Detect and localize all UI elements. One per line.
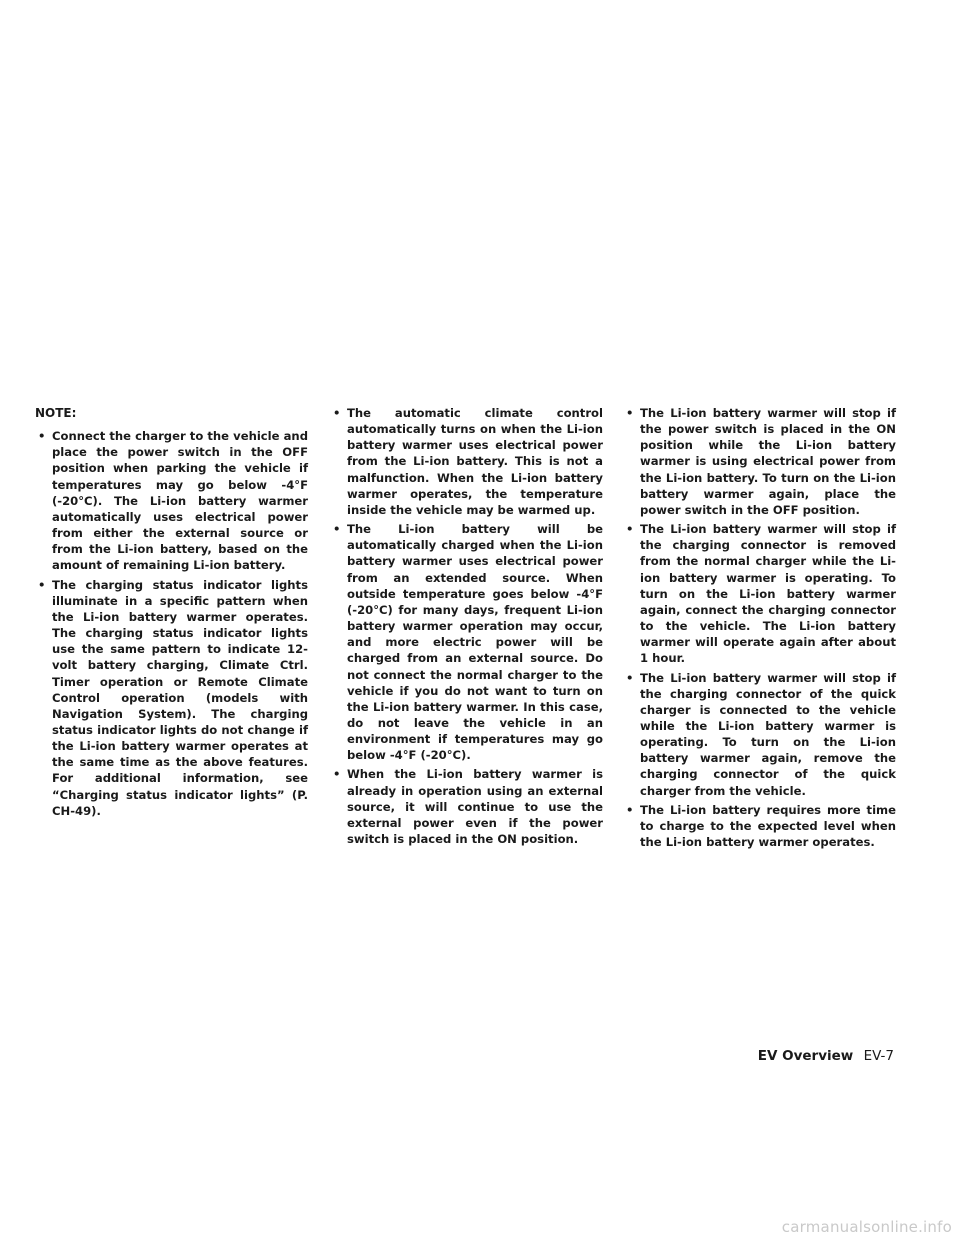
bullet-list [330, 405, 603, 847]
bullet-item [623, 670, 896, 799]
bullet-text: The Li-ion battery warmer will stop if the power switch is placed in the ON position while the Li-ion battery warmer is using electrical power from the Li-ion battery. To turn on the Li-ion battery warmer again, place the power switch in the OFF position. [640, 406, 896, 517]
footer-section-title: EV Overview [757, 1048, 854, 1064]
bullet-icon: • [38, 577, 46, 592]
bullet-item [623, 802, 896, 850]
bullet-icon: • [626, 670, 634, 685]
watermark[interactable]: carmanualsonline.info [781, 1218, 952, 1236]
bullet-icon: • [38, 429, 46, 444]
page-footer [758, 1048, 894, 1064]
bullet-text: The Li-ion battery warmer will stop if the charging connector of the quick charger is connected to the vehicle while the Li-ion battery warmer is operating. To turn on the Li-ion battery warmer again, remove the charging connector of the quick charger from the vehicle. [640, 670, 896, 798]
bullet-icon: • [626, 802, 634, 817]
bullet-icon: • [626, 406, 634, 420]
bullet-text: The Li-ion battery warmer will stop if the charging connector is removed from the normal charger while the Li-ion battery warmer is operating. To turn on the Li-ion battery warmer again, connect the charging connector to the vehicle. The Li-ion battery warmer will operate again after about 1 hour. [640, 522, 896, 666]
bullet-list [35, 428, 308, 819]
bullet-item [35, 577, 308, 819]
bullet-icon: • [333, 406, 341, 420]
bullet-item [330, 405, 603, 518]
column-3 [623, 405, 896, 853]
column-1 [35, 405, 308, 822]
bullet-text: When the Li-ion battery warmer is already in operation using an external source, it will continue to use the external power even if the power switch is placed in the ON position. [347, 767, 603, 847]
bullet-text: The automatic climate control automatically turns on when the Li-ion battery warmer uses electrical power from the Li-ion battery. This is not a malfunction. When the Li-ion battery warmer operates, the temperature inside the vehicle may be warmed up. [347, 406, 603, 517]
bullet-item [330, 521, 603, 763]
bullet-text: The Li-ion battery requires more time to charge to the expected level when the Li-ion battery warmer operates. [640, 802, 896, 850]
bullet-text: Connect the charger to the vehicle and place the power switch in the OFF position when parking the vehicle if temperatures may go below -4°F (-20°C). The Li-ion battery warmer automatically uses electrical power from either the external source or from the Li-ion battery, based on the amount of remaining Li-ion battery. [52, 429, 308, 573]
bullet-list [623, 405, 896, 850]
bullet-item [623, 521, 896, 666]
note-heading: NOTE: [35, 406, 77, 420]
bullet-icon: • [626, 522, 634, 537]
bullet-icon: • [333, 767, 341, 782]
page-number: EV-7 [863, 1048, 894, 1064]
bullet-text: The charging status indicator lights illuminate in a specific pattern when the Li-ion battery warmer operates. The charging status indicator lights use the same pattern to indicate 12-volt battery charging, Climate Ctrl. Timer operation or Remote Climate Control operation (models with Navigation System). The charging status indicator lights do not change if the Li-ion battery warmer operates at the same time as the above features. For additional information, see “Charging status indicator lights” (P. CH-49). [52, 577, 308, 818]
bullet-icon: • [333, 522, 341, 537]
column-2 [330, 405, 603, 850]
bullet-item [35, 428, 308, 573]
bullet-text: The Li-ion battery will be automatically charged when the Li-ion battery warmer uses electrical power from an extended source. When outside temperature goes below -4°F (-20°C) for many days, frequent Li-ion battery warmer operation may occur, and more electric power will be charged from an external source. Do not connect the normal charger to the vehicle if you do not want to turn on the Li-ion battery warmer. In this case, do not leave the vehicle in an environment if temperatures may go below -4°F (-20°C). [347, 522, 603, 763]
bullet-item [623, 405, 896, 518]
bullet-item [330, 766, 603, 847]
